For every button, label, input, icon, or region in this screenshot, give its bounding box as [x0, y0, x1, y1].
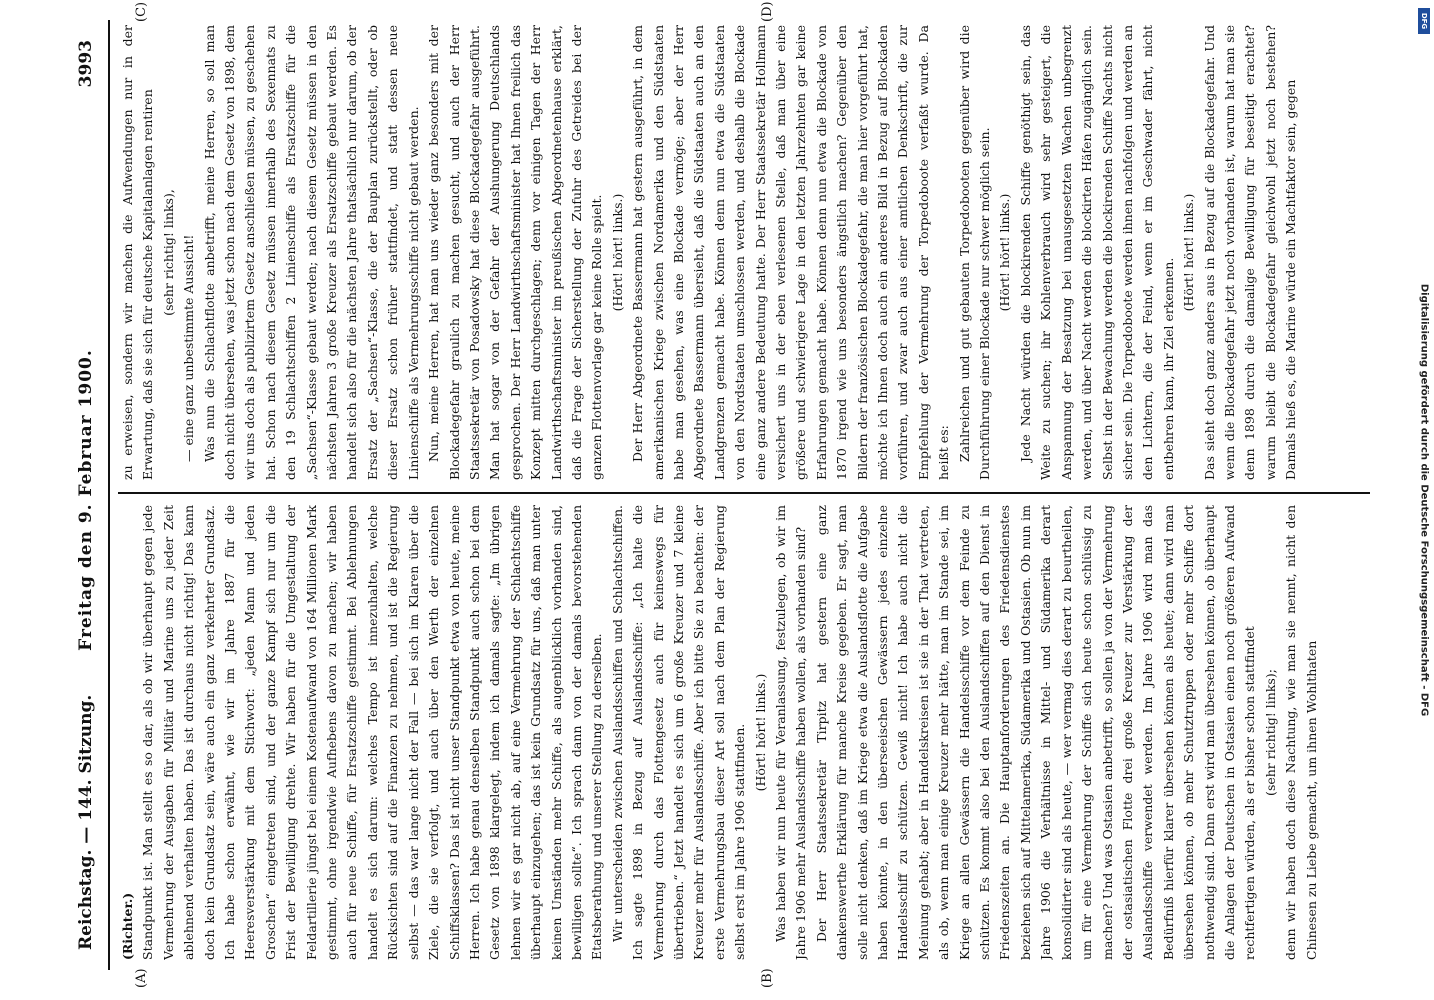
interjection: (Hört! hört! links.) [997, 193, 1013, 312]
block-quote: Zahlreichen und gut gebauten Torpedobooten gegenüber wird die Durchführung einer Blockade nur schwer möglich sein. [956, 25, 993, 480]
speaker-label: (Richter.) [120, 892, 135, 960]
right-column [118, 25, 1370, 480]
header-date: Freitag den 9. Februar 1900. [76, 349, 96, 651]
right-paragraph-6: Jede Nacht würden die blockirenden Schiffe genöthigt sein, das Weite zu suchen; ihr Kohlenverbrauch wird sehr gesteigert, die Anspannung der Besatzung bei unausgesetzten Wachen unbegrenzt werden, und über Nacht werden die blockirten Häfen zugänglich sein. Selbst in der Bewachung werden die blockirenden Schiffe Nachts nicht sicher sein. Die Torpedoboote werden ihnen nachfolgen und werden an den Lichtern, die der Feind, wenn er im Geschwader fährt, nicht entbehren kann, ihr Ziel erkennen. [1017, 25, 1176, 480]
right-paragraph-3: Was nun die Schlachtflotte anbetrifft, meine Herren, so soll man doch nicht übersehen, was jetzt schon nach dem Gesetz von 1898, dem wir uns doch als publizirtem Gesetz anschließen müssen, zu geschehen hat. Schon nach diesem Gesetz müssen innerhalb des Sexennats zu den 19 Schlachtschiffen 2 Linienschiffe als Ersatzschiffe für die „Sachsen“-Klasse gebaut werden; nach diesem Gesetz müssen in den nächsten Jahren 3 große Kreuzer als Ersatzschiffe gebaut werden. Es handelt sich also für die nächsten Jahre thatsächlich nur darum, ob der Ersatz der „Sachsen“-Klasse, die der Bauplan zurückstellt, oder ob dieser Ersatz schon früher stattfindet, und statt dessen neue Linienschiffe als Vermehrungsschiffe nicht gebaut werden. [201, 25, 421, 480]
column-divider [118, 492, 1370, 494]
right-paragraph-4: Nun, meine Herren, hat man uns wieder ganz besonders mit der Blockadegefahr graulich zu machen gesucht, und auch der Herr Staatssekretär von Posadowsky hat diese Blockadegefahr ausgeführt. Man hat sogar von der Gefahr der Aushungerung Deutschlands gesprochen. Der Herr Landwirthschaftsminister hat Ihnen freilich das Konzept mitten durchgeschlagen; denn vor einigen Tagen der Herr Landwirthschaftsminister im preußischen Abgeordnetenhause erklärt, daß die Frage der Sicherstellung der Zufuhr des Getreides bei der ganzen Flottenvorlage gar keine Rolle spielt. [426, 25, 605, 480]
interjection: (Hört! hört! links.) [609, 193, 625, 312]
left-column [118, 505, 1370, 960]
page-header [68, 30, 102, 970]
interjection: (Hört! hört! links.) [752, 673, 768, 792]
left-paragraph-3: Was haben wir nun heute für Veranlassung, festzulegen, ob wir im Jahre 1906 mehr Auslandsschiffe haben wollen, als vorhanden sind? [773, 505, 809, 960]
right-paragraph-2: — eine ganz unbestimmte Aussicht! [181, 234, 197, 462]
interjection: (sehr richtig! links), [160, 189, 176, 316]
right-paragraph-7: Das sieht doch ganz anders aus in Bezug auf die Blockadegefahr. Und wenn die Blockadegefahr jetzt noch vorhanden ist, warum hat man sie denn 1898 durch die damalige Bewilligung für beseitigt erachtet? warum bleibt die Blockadegefahr gleichwohl jetzt noch bestehen? Damals hieß es, die Marine würde ein Machtfaktor sein, gegen [1201, 25, 1299, 480]
right-paragraph-1: zu erweisen, sondern wir machen die Aufwendungen nur in der Erwartung, daß sie sich für deutsche Kapitalanlagen rentiren [120, 25, 156, 480]
right-paragraph-5: Der Herr Abgeordnete Bassermann hat gestern ausgeführt, in dem amerikanischen Kriege zwischen Nordamerika und den Südstaaten habe man gesehen, was eine Blockade vermöge; aber der Herr Abgeordnete Bassermann übersieht, daß die Südstaaten auch an den Landgrenzen gemacht habe. Können denn nun etwa die Südstaaten von den Nordstaaten umschlossen werden, und deshalb die Blockade eine ganz andere Bedeutung hatte. Der Herr Staatssekretär Hollmann versichert uns in der eben verlesenen Stelle, daß man über eine größere und schwierigere Lage in den letzten Jahrzehnten gar keine Erfahrungen gemacht habe. Können denn nun etwa die Blockade von 1870 irgend wie uns besonders ängstlich machen? Gegenüber den Bildern der französischen Blockadegefahr, die man hier vorgeführt hat, möchte ich Ihnen doch auch ein anderes Bild in Bezug auf Blockaden vorführen, und zwar auch aus einer amtlichen Denkschrift, die zur Empfehlung der Vermehrung der Torpedoboote verfaßt wurde. Da heißt es: [630, 25, 952, 480]
margin-letter-c: (C) [134, 1, 149, 22]
digitization-credit [1416, 10, 1432, 990]
header-left: Reichstag. — 144. Sitzung. [76, 694, 96, 950]
dfg-logo-text: DFG [1420, 12, 1428, 30]
interjection: (sehr richtig! links); [1262, 669, 1278, 796]
interjection: (Hört! hört! links.) [1181, 193, 1197, 312]
credit-text: Digitalisierung gefördert durch die Deutsche Forschungsgemeinschaft - DFG [1418, 283, 1430, 717]
left-paragraph-5: denn wir haben doch diese Nachtung, wie man sie nennt, nicht den Chinesen zu Liebe gemacht, um ihnen Wohlthaten [1283, 505, 1319, 960]
dfg-logo [1418, 8, 1430, 34]
left-paragraph-2: Wir unterscheiden zwischen Auslandsschiffen und Schlachtschiffen. Ich sagte 1898 in Bezug auf Auslandsschiffe: „Ich halte die Vermehrung durch das Flottengesetz auch für keineswegs für übertrieben.“ Jetzt handelt es sich um 6 große Kreuzer und 7 kleine Kreuzer mehr für Auslandsschiffe. Aber ich bitte Sie zu beachten: der erste Vermehrungsbau dieser Art soll nach dem Plan der Regierung selbst erst im Jahre 1906 stattfinden. [609, 505, 748, 960]
page-number: 3993 [76, 40, 96, 88]
left-paragraph-4: Der Herr Staatssekretär Tirpitz hat gestern eine ganz dankenswerthe Erklärung für manche Kreise gegeben. Er sagt, man solle nicht denken, daß im Kriege etwa die Auslandsflotte die Aufgabe haben könnte, in den überseeischen Gewässern jedes einzelne Handelsschiff zu schützen. Gewiß nicht! Ich habe auch nicht die Meinung gehabt; aber in Handelskreisen ist sie in der That vertreten, als ob, wenn man einige Kreuzer mehr hätte, man im Stande sei, im Kriege an allen Gewässern die Handelsschiffe vor dem Feinde zu schützen. Es kommt also bei den Auslandschiffen auf den Dienst in Friedenszeiten an. Die Hauptanforderungen des Friedensdienstes beziehen sich auf Mittelamerika, Südamerika und Ostasien. Ob nun im Jahre 1906 die Verhältnisse in Mittel- und Südamerika derart konsolidirter sind als heute, — wer vermag dies derart zu beurtheilen, um für eine Vermehrung der Schiffe sich heute schon schlüssig zu machen? Und was Ostasien anbetrifft, so sollen ja von der Vermehrung der ostasiatischen Flotte drei große Kreuzer zur Verstärkung der Auslandsschiffe verwendet werden. Im Jahre 1906 wird man das Bedürfniß hierfür klarer übersehen können als heute; dann wird man übersehen können, ob mehr Schutztruppen oder mehr Schiffe dort nothwendig sind. Dann erst wird man übersehen können, ob überhaupt die Anlagen der Deutschen in Ostasien einen noch größeren Aufwand rechtfertigen würden, als er bisher schon stattfindet [813, 505, 1258, 960]
rotated-page [60, 0, 1380, 1000]
margin-letter-a: (A) [134, 968, 149, 988]
left-paragraph-1: Standpunkt ist. Man stellt es so dar, als ob wir überhaupt gegen jede Vermehrung der Ausgaben für Militär und Marine uns zu jeder Zeit ablehnend verhalten haben. Das ist durchaus nicht richtig! Das kann doch kein Grundsatz sein, wäre auch ein ganz verkehrter Grundsatz. Ich habe schon erwähnt, wie wir im Jahre 1887 für die Heeresverstärkung mit dem Stichwort: „jeden Mann und jeden Groschen“ eingetreten sind, und der ganze Kampf sich nur um die Frist der Bewilligung drehte. Wir haben für die Umgestaltung der Feldartillerie jüngst bei einem Kostenaufwand von 164 Millionen Mark gestimmt, ohne irgendwie Aufhebens davon zu machen; wir haben auch für neue Schiffe, für Ersatzschiffe gestimmt. Bei Ablehnungen handelt es sich darum: welches Tempo ist innezuhalten, welche Rücksichten sind auf die Finanzen zu nehmen, und ist die Regierung selbst — das war lange nicht der Fall — bei sich im Klaren über die Ziele, die sie verfolgt, und auch über den Werth der einzelnen Schiffsklassen? Das ist nicht unser Standpunkt etwa von heute, meine Herren. Ich habe genau denselben Standpunkt auch schon bei dem Gesetz von 1898 klargelegt, indem ich damals sagte: „Im übrigen lehnen wir es gar nicht ab, auf eine Vermehrung der Schlachtschiffe überhaupt einzugehen; das ist kein Grundsatz für uns, daß man unter keinen Umständen mehr Schiffe, als augenblicklich vorhanden sind, bewilligen sollte“. Ich sprach dann von der damals bevorstehenden Etatsberathung und unserer Stellung zu derselben. [140, 505, 605, 960]
header-rule [108, 20, 110, 970]
margin-letter-b: (B) [760, 968, 775, 988]
margin-letter-d: (D) [760, 1, 775, 22]
